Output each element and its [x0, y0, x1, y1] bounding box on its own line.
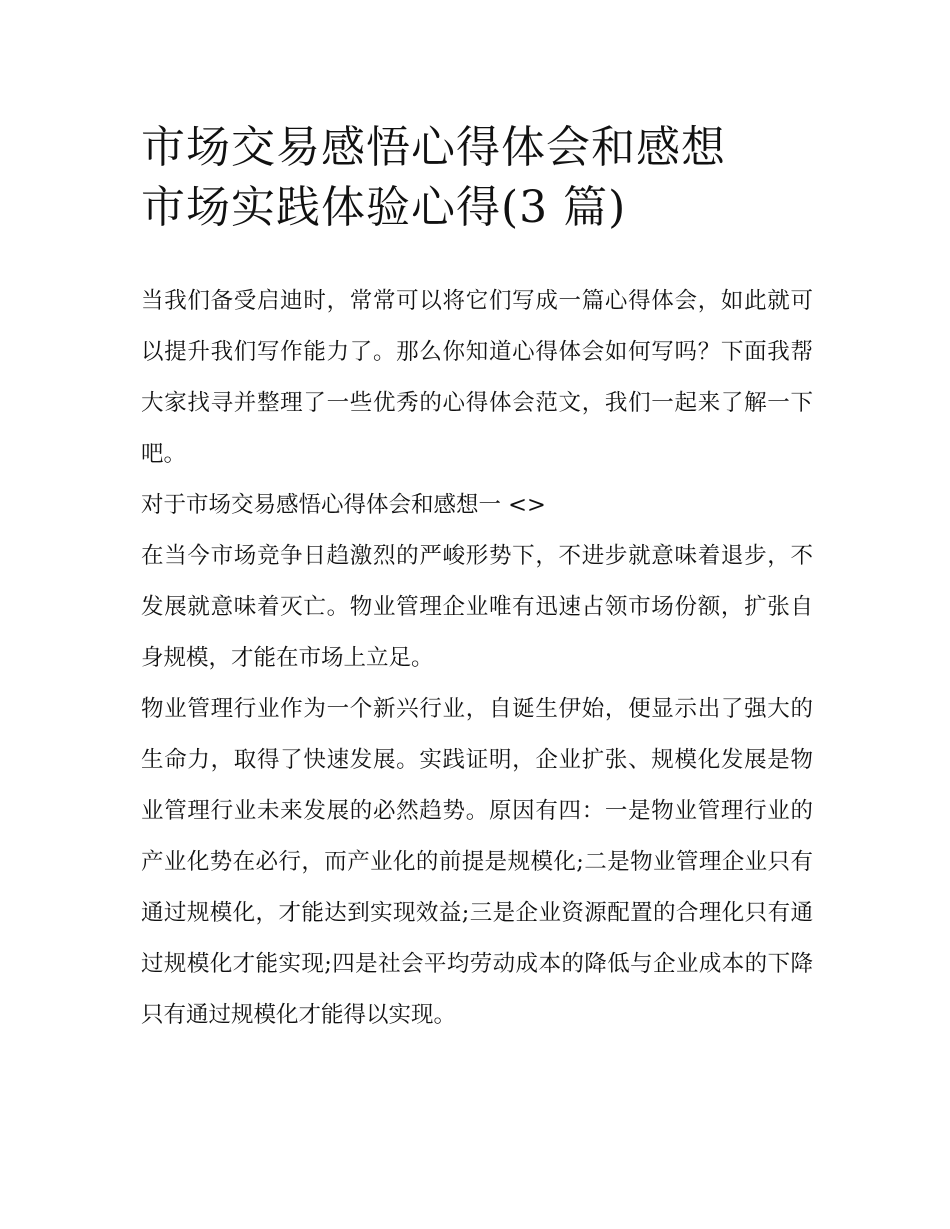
document-title — [141, 118, 841, 238]
title-line-2: 市场实践体验心得(3 篇) — [141, 182, 627, 233]
intro-paragraph: 当我们备受启迪时，常常可以将它们写成一篇心得体会，如此就可以提升我们写作能力了。那么你知道心得体会如何写吗？下面我帮大家找寻并整理了一些优秀的心得体会范文，我们一起来了解一下吧。 — [141, 288, 813, 467]
title-line-1: 市场交易感悟心得体会和感想 — [141, 122, 726, 173]
document-body — [141, 276, 813, 1041]
body-paragraph: 在当今市场竞争日趋激烈的严峻形势下，不进步就意味着退步，不发展就意味着灭亡。物业管理企业唯有迅速占领市场份额，扩张自身规模，才能在市场上立足。 — [141, 543, 813, 671]
section-heading: 对于市场交易感悟心得体会和感想一 <> — [141, 492, 546, 518]
body-paragraph: 物业管理行业作为一个新兴行业，自诞生伊始，便显示出了强大的生命力，取得了快速发展。实践证明，企业扩张、规模化发展是物业管理行业未来发展的必然趋势。原因有四：一是物业管理行业的产业化势在必行，而产业化的前提是规模化;二是物业管理企业只有通过规模化，才能达到实现效益;三是企业资源配置的合理化只有通过规模化才能实现;四是社会平均劳动成本的降低与企业成本的下降只有通过规模化才能得以实现。 — [141, 696, 813, 1028]
